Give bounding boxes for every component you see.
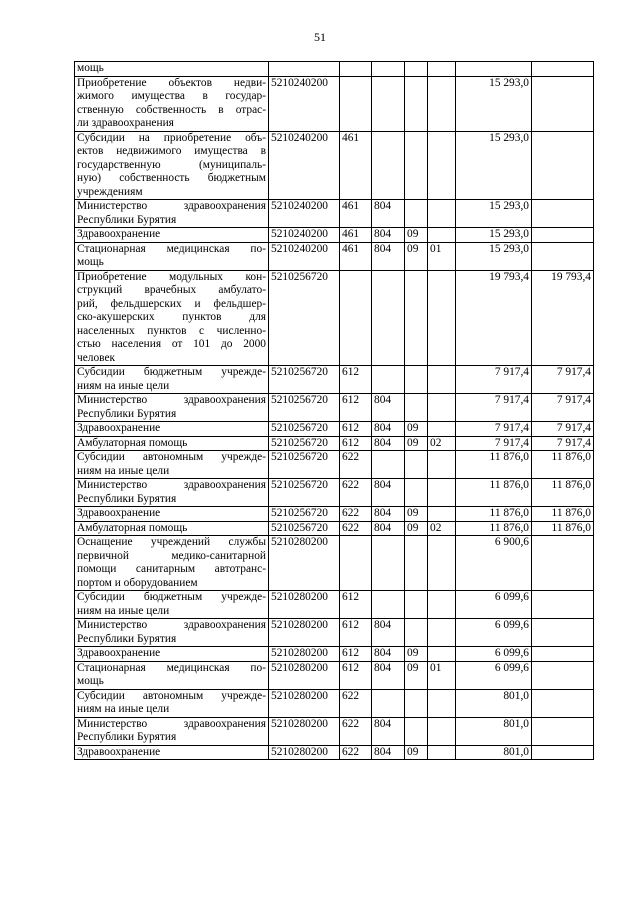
expense-type-cell: 461 (340, 242, 372, 270)
item-name-line: Субсидии бюджетным учрежде- (77, 366, 266, 378)
subsection-cell (428, 717, 456, 745)
subsection-cell: 01 (428, 242, 456, 270)
table-row (75, 366, 594, 394)
item-name-cell (75, 131, 269, 200)
item-name-line: Приобретение объектов недви- (77, 76, 266, 89)
item-name-line: государственную (муниципаль- (77, 158, 266, 171)
target-article-cell: 5210280200 (269, 661, 340, 689)
subsection-cell (428, 200, 456, 228)
subsection-cell (428, 507, 456, 522)
subsection-cell: 01 (428, 661, 456, 689)
item-name-line: Здравоохранение (77, 422, 161, 434)
target-article-cell: 5210240200 (269, 131, 340, 200)
item-name-line: Субсидии бюджетным учрежде- (77, 591, 266, 603)
item-name-line: Оснащение учреждений службы (77, 536, 266, 548)
amount-federal-cell (532, 661, 594, 689)
table-row (75, 131, 594, 200)
target-article-cell: 5210240200 (269, 200, 340, 228)
ministry-code-cell (372, 270, 405, 366)
amount-cell: 6 900,6 (456, 536, 532, 591)
amount-federal-cell (532, 591, 594, 619)
table-row (75, 661, 594, 689)
amount-federal-cell (532, 228, 594, 243)
item-name-line: Амбулаторная помощь (77, 436, 188, 449)
table-row (75, 422, 594, 437)
target-article-cell: 5210256720 (269, 507, 340, 522)
target-article-cell: 5210280200 (269, 647, 340, 662)
section-cell: 09 (405, 661, 428, 689)
section-cell (405, 200, 428, 228)
item-name-line: Приобретение модульных кон- (77, 270, 266, 283)
expense-type-cell: 622 (340, 521, 372, 536)
ministry-code-cell: 804 (372, 436, 405, 451)
amount-federal-cell (532, 717, 594, 745)
subsection-cell (428, 228, 456, 243)
item-name-line: мощь (77, 62, 104, 74)
ministry-code-cell (372, 451, 405, 479)
subsection-cell (428, 422, 456, 437)
item-name-line: Министерство здравоохранения (77, 394, 266, 406)
ministry-code-cell: 804 (372, 479, 405, 507)
item-name-line: ектов недвижимого имущества в (77, 145, 266, 157)
amount-federal-cell (532, 62, 594, 77)
amount-federal-cell: 7 917,4 (532, 394, 594, 422)
ministry-code-cell: 804 (372, 394, 405, 422)
target-article-cell: 5210256720 (269, 366, 340, 394)
item-name-line: Республики Бурятия (77, 492, 177, 505)
page-number: 51 (314, 30, 326, 44)
amount-federal-cell: 7 917,4 (532, 436, 594, 451)
amount-federal-cell: 19 793,4 (532, 270, 594, 366)
item-name-cell (75, 479, 269, 507)
amount-cell: 801,0 (456, 689, 532, 717)
section-cell (405, 76, 428, 131)
target-article-cell: 5210256720 (269, 422, 340, 437)
subsection-cell (428, 394, 456, 422)
table-row (75, 76, 594, 131)
item-name-cell (75, 717, 269, 745)
target-article-cell: 5210280200 (269, 689, 340, 717)
item-name-line: мощь (77, 675, 104, 687)
item-name-line: мощь (77, 256, 104, 268)
item-name-line: первичной медико-санитарной (77, 549, 266, 562)
ministry-code-cell: 804 (372, 661, 405, 689)
amount-federal-cell (532, 745, 594, 760)
table-row (75, 689, 594, 717)
expense-type-cell: 461 (340, 200, 372, 228)
section-cell: 09 (405, 507, 428, 522)
amount-federal-cell: 11 876,0 (532, 507, 594, 522)
subsection-cell: 02 (428, 436, 456, 451)
item-name-line: Здравоохранение (77, 745, 161, 758)
subsection-cell (428, 451, 456, 479)
item-name-line: Стационарная медицинская по- (77, 242, 266, 255)
table-row (75, 242, 594, 270)
item-name-line: Республики Бурятия (77, 731, 177, 743)
table-row (75, 717, 594, 745)
section-cell (405, 366, 428, 394)
item-name-line: Субсидии автономным учрежде- (77, 451, 266, 463)
item-name-line: Субсидии автономным учрежде- (77, 689, 266, 702)
item-name-cell (75, 451, 269, 479)
amount-cell: 7 917,4 (456, 366, 532, 394)
table-row (75, 619, 594, 647)
expense-type-cell: 612 (340, 436, 372, 451)
target-article-cell: 5210280200 (269, 745, 340, 760)
amount-cell (456, 62, 532, 77)
section-cell (405, 536, 428, 591)
expense-type-cell: 461 (340, 131, 372, 200)
ministry-code-cell: 804 (372, 228, 405, 243)
item-name-line: Министерство здравоохранения (77, 717, 266, 730)
item-name-cell (75, 394, 269, 422)
ministry-code-cell: 804 (372, 521, 405, 536)
table-row (75, 228, 594, 243)
item-name-line: ную) собственность бюджетным (77, 172, 266, 184)
item-name-cell (75, 422, 269, 437)
target-article-cell: 5210280200 (269, 591, 340, 619)
target-article-cell: 5210240200 (269, 228, 340, 243)
table-row (75, 536, 594, 591)
section-cell (405, 131, 428, 200)
item-name-cell (75, 521, 269, 536)
table-row (75, 507, 594, 522)
ministry-code-cell (372, 366, 405, 394)
amount-cell: 15 293,0 (456, 76, 532, 131)
target-article-cell: 5210280200 (269, 619, 340, 647)
target-article-cell: 5210256720 (269, 436, 340, 451)
amount-cell: 6 099,6 (456, 619, 532, 647)
section-cell (405, 619, 428, 647)
expense-type-cell: 622 (340, 479, 372, 507)
subsection-cell (428, 591, 456, 619)
amount-cell: 11 876,0 (456, 451, 532, 479)
item-name-cell (75, 436, 269, 451)
ministry-code-cell: 804 (372, 647, 405, 662)
item-name-line: Министерство здравоохранения (77, 619, 266, 631)
amount-cell: 15 293,0 (456, 228, 532, 243)
amount-cell: 6 099,6 (456, 591, 532, 619)
ministry-code-cell (372, 62, 405, 77)
item-name-cell (75, 200, 269, 228)
target-article-cell: 5210256720 (269, 479, 340, 507)
expense-type-cell: 612 (340, 619, 372, 647)
table-row (75, 479, 594, 507)
target-article-cell: 5210240200 (269, 242, 340, 270)
amount-federal-cell: 7 917,4 (532, 422, 594, 437)
item-name-cell (75, 745, 269, 760)
amount-federal-cell: 7 917,4 (532, 366, 594, 394)
subsection-cell (428, 62, 456, 77)
item-name-cell (75, 661, 269, 689)
item-name-cell (75, 591, 269, 619)
amount-federal-cell: 11 876,0 (532, 451, 594, 479)
section-cell: 09 (405, 521, 428, 536)
target-article-cell (269, 62, 340, 77)
target-article-cell: 5210280200 (269, 717, 340, 745)
item-name-line: Здравоохранение (77, 647, 161, 659)
item-name-line: Министерство здравоохранения (77, 479, 266, 491)
subsection-cell (428, 131, 456, 200)
section-cell (405, 717, 428, 745)
item-name-line: Субсидии на приобретение объ- (77, 131, 266, 144)
subsection-cell (428, 745, 456, 760)
subsection-cell (428, 479, 456, 507)
item-name-line: ниям на иные цели (77, 604, 170, 617)
table-row (75, 521, 594, 536)
section-cell: 09 (405, 228, 428, 243)
item-name-line: человек (77, 351, 116, 364)
ministry-code-cell: 804 (372, 619, 405, 647)
section-cell: 09 (405, 436, 428, 451)
table-body (75, 62, 594, 760)
expense-type-cell: 622 (340, 717, 372, 745)
amount-federal-cell (532, 647, 594, 662)
section-cell (405, 591, 428, 619)
table-row (75, 591, 594, 619)
item-name-line: ниям на иные цели (77, 703, 170, 715)
item-name-line: ско-акушерских пунктов для (77, 311, 266, 323)
target-article-cell: 5210256720 (269, 270, 340, 366)
section-cell: 09 (405, 647, 428, 662)
expense-type-cell: 612 (340, 647, 372, 662)
target-article-cell: 5210240200 (269, 76, 340, 131)
item-name-line: Министерство здравоохранения (77, 200, 266, 212)
section-cell (405, 394, 428, 422)
amount-cell: 11 876,0 (456, 507, 532, 522)
expense-type-cell: 612 (340, 661, 372, 689)
section-cell: 09 (405, 745, 428, 760)
ministry-code-cell: 804 (372, 507, 405, 522)
item-name-cell (75, 689, 269, 717)
subsection-cell (428, 647, 456, 662)
amount-cell: 801,0 (456, 717, 532, 745)
item-name-line: струкций врачебных амбулато- (77, 284, 266, 296)
ministry-code-cell (372, 131, 405, 200)
ministry-code-cell (372, 76, 405, 131)
section-cell (405, 270, 428, 366)
item-name-line: жимого имущества в государ- (77, 90, 266, 102)
item-name-line: помощи санитарным автотранс- (77, 563, 266, 575)
item-name-line: Здравоохранение (77, 228, 161, 240)
item-name-cell (75, 507, 269, 522)
amount-federal-cell (532, 200, 594, 228)
budget-table (74, 61, 594, 760)
section-cell: 09 (405, 422, 428, 437)
table-row (75, 436, 594, 451)
ministry-code-cell (372, 591, 405, 619)
expense-type-cell: 461 (340, 228, 372, 243)
item-name-cell (75, 62, 269, 77)
amount-federal-cell (532, 689, 594, 717)
subsection-cell: 02 (428, 521, 456, 536)
subsection-cell (428, 536, 456, 591)
expense-type-cell (340, 270, 372, 366)
amount-federal-cell (532, 76, 594, 131)
target-article-cell: 5210256720 (269, 521, 340, 536)
subsection-cell (428, 689, 456, 717)
expense-type-cell: 622 (340, 745, 372, 760)
table-row (75, 62, 594, 77)
item-name-cell (75, 228, 269, 243)
expense-type-cell (340, 62, 372, 77)
amount-federal-cell (532, 536, 594, 591)
item-name-line: Стационарная медицинская по- (77, 661, 266, 674)
ministry-code-cell: 804 (372, 717, 405, 745)
amount-cell: 11 876,0 (456, 521, 532, 536)
ministry-code-cell (372, 689, 405, 717)
item-name-line: ниям на иные цели (77, 379, 170, 392)
expense-type-cell: 612 (340, 422, 372, 437)
item-name-line: стью населения от 101 до 2000 (77, 338, 266, 350)
table-row (75, 647, 594, 662)
item-name-line: рий, фельдшерских и фельдшер- (77, 297, 266, 310)
expense-type-cell (340, 536, 372, 591)
amount-federal-cell: 11 876,0 (532, 521, 594, 536)
ministry-code-cell: 804 (372, 242, 405, 270)
item-name-line: учреждениям (77, 185, 143, 198)
subsection-cell (428, 619, 456, 647)
amount-cell: 7 917,4 (456, 436, 532, 451)
amount-cell: 15 293,0 (456, 200, 532, 228)
amount-cell: 6 099,6 (456, 647, 532, 662)
item-name-line: ственную собственность в отрас- (77, 103, 266, 116)
table-row (75, 270, 594, 366)
expense-type-cell: 612 (340, 394, 372, 422)
expense-type-cell: 612 (340, 591, 372, 619)
expense-type-cell (340, 76, 372, 131)
table-row (75, 200, 594, 228)
item-name-cell (75, 536, 269, 591)
subsection-cell (428, 366, 456, 394)
subsection-cell (428, 76, 456, 131)
expense-type-cell: 622 (340, 451, 372, 479)
ministry-code-cell: 804 (372, 422, 405, 437)
amount-cell: 801,0 (456, 745, 532, 760)
section-cell: 09 (405, 242, 428, 270)
amount-cell: 11 876,0 (456, 479, 532, 507)
section-cell (405, 62, 428, 77)
amount-cell: 7 917,4 (456, 394, 532, 422)
target-article-cell: 5210256720 (269, 394, 340, 422)
amount-cell: 6 099,6 (456, 661, 532, 689)
section-cell (405, 451, 428, 479)
item-name-cell (75, 647, 269, 662)
item-name-line: ли здравоохранения (77, 117, 174, 129)
amount-cell: 7 917,4 (456, 422, 532, 437)
ministry-code-cell: 804 (372, 200, 405, 228)
item-name-line: Республики Бурятия (77, 407, 177, 420)
amount-cell: 19 793,4 (456, 270, 532, 366)
expense-type-cell: 612 (340, 366, 372, 394)
expense-type-cell: 622 (340, 507, 372, 522)
item-name-line: населенных пунктов с численно- (77, 324, 266, 337)
item-name-line: портом и оборудованием (77, 576, 198, 589)
item-name-line: Республики Бурятия (77, 213, 177, 226)
ministry-code-cell: 804 (372, 745, 405, 760)
amount-cell: 15 293,0 (456, 242, 532, 270)
item-name-cell (75, 270, 269, 366)
item-name-line: ниям на иные цели (77, 464, 170, 477)
table-row (75, 394, 594, 422)
target-article-cell: 5210280200 (269, 536, 340, 591)
item-name-line: Республики Бурятия (77, 632, 177, 645)
amount-federal-cell: 11 876,0 (532, 479, 594, 507)
expense-type-cell: 622 (340, 689, 372, 717)
item-name-cell (75, 76, 269, 131)
target-article-cell: 5210256720 (269, 451, 340, 479)
amount-cell: 15 293,0 (456, 131, 532, 200)
item-name-cell (75, 619, 269, 647)
ministry-code-cell (372, 536, 405, 591)
item-name-line: Амбулаторная помощь (77, 521, 188, 534)
amount-federal-cell (532, 619, 594, 647)
item-name-line: Здравоохранение (77, 507, 161, 519)
section-cell (405, 689, 428, 717)
section-cell (405, 479, 428, 507)
table-row (75, 745, 594, 760)
subsection-cell (428, 270, 456, 366)
amount-federal-cell (532, 242, 594, 270)
item-name-cell (75, 366, 269, 394)
amount-federal-cell (532, 131, 594, 200)
table-row (75, 451, 594, 479)
item-name-cell (75, 242, 269, 270)
